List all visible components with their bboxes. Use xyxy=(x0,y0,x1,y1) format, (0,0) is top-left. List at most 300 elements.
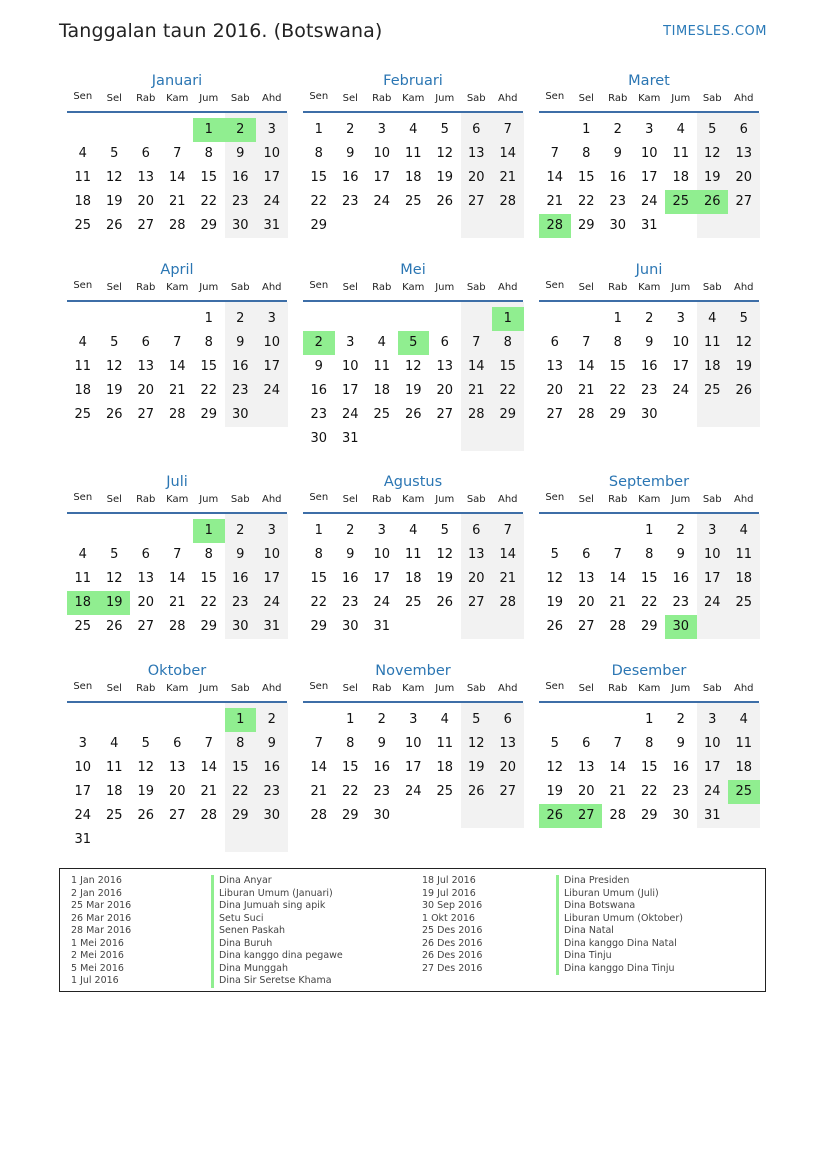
day-cell: 16 xyxy=(640,359,658,374)
holiday-day-cell: 26 xyxy=(539,804,571,828)
day-cell: 21 xyxy=(168,194,186,209)
weekday-label: Rab xyxy=(136,282,156,293)
day-cell: 25 xyxy=(74,218,92,233)
day-cell: 28 xyxy=(467,407,485,422)
legend-date: 26 Des 2016 xyxy=(422,950,483,961)
day-cell: 23 xyxy=(231,595,249,610)
weekday-label: Rab xyxy=(608,93,628,104)
day-cell: 24 xyxy=(263,595,281,610)
day-cell: 19 xyxy=(546,595,564,610)
month-name: Oktober xyxy=(147,663,207,679)
day-cell: 14 xyxy=(467,359,485,374)
day-cell: 30 xyxy=(341,619,359,634)
day-cell: 30 xyxy=(609,218,627,233)
day-cell: 25 xyxy=(404,194,422,209)
day-cell: 6 xyxy=(141,547,150,562)
day-cell: 16 xyxy=(231,170,249,185)
day-cell: 24 xyxy=(373,194,391,209)
legend-holiday-name: Setu Suci xyxy=(211,913,264,926)
day-cell: 18 xyxy=(703,359,721,374)
day-cell: 15 xyxy=(200,170,218,185)
day-cell: 12 xyxy=(735,335,753,350)
weekday-label: Sen xyxy=(309,280,329,291)
legend-date: 1 Mei 2016 xyxy=(71,937,124,949)
day-cell: 9 xyxy=(236,146,245,161)
day-cell: 16 xyxy=(263,760,281,775)
day-cell: 17 xyxy=(703,571,721,586)
legend-date: 2 Jan 2016 xyxy=(71,887,122,899)
day-cell: 22 xyxy=(200,595,218,610)
day-cell: 7 xyxy=(503,523,512,538)
day-cell: 30 xyxy=(231,218,249,233)
month-rule xyxy=(303,701,523,703)
day-cell: 15 xyxy=(341,760,359,775)
month-name: Desember xyxy=(611,663,687,679)
day-cell: 2 xyxy=(377,712,386,727)
day-cell: 29 xyxy=(499,407,517,422)
day-cell: 24 xyxy=(263,194,281,209)
weekday-label: Sen xyxy=(545,91,565,102)
day-cell: 4 xyxy=(739,712,748,727)
day-cell: 20 xyxy=(137,595,155,610)
month-rule xyxy=(67,512,287,514)
weekday-label: Jum xyxy=(435,282,455,293)
day-cell: 29 xyxy=(609,407,627,422)
day-cell: 8 xyxy=(204,335,213,350)
day-cell: 7 xyxy=(613,547,622,562)
day-cell: 12 xyxy=(436,547,454,562)
day-cell: 26 xyxy=(436,595,454,610)
weekday-label: Sab xyxy=(466,683,486,694)
day-cell: 3 xyxy=(377,122,386,137)
month-name: Maret xyxy=(628,73,670,89)
weekday-label: Sab xyxy=(230,282,250,293)
day-cell: 8 xyxy=(503,335,512,350)
day-cell: 5 xyxy=(472,712,481,727)
day-cell: 21 xyxy=(200,784,218,799)
day-cell: 5 xyxy=(110,547,119,562)
day-cell: 9 xyxy=(613,146,622,161)
day-cell: 24 xyxy=(341,407,359,422)
day-cell: 6 xyxy=(472,523,481,538)
legend-holiday-name: Dina Buruh xyxy=(211,938,272,951)
day-cell: 6 xyxy=(550,335,559,350)
legend-date: 30 Sep 2016 xyxy=(422,900,483,911)
day-cell: 8 xyxy=(314,146,323,161)
day-cell: 22 xyxy=(640,595,658,610)
day-cell: 24 xyxy=(373,595,391,610)
day-cell: 11 xyxy=(735,736,753,751)
holiday-day-cell: 1 xyxy=(193,519,225,543)
day-cell: 30 xyxy=(672,808,690,823)
legend-holiday-name: Dina Sir Seretse Khama xyxy=(211,975,332,988)
day-cell: 12 xyxy=(404,359,422,374)
day-cell: 6 xyxy=(503,712,512,727)
day-cell: 12 xyxy=(105,170,123,185)
day-cell: 11 xyxy=(105,760,123,775)
weekday-label: Jum xyxy=(435,494,455,505)
day-cell: 16 xyxy=(310,383,328,398)
month-rule xyxy=(67,111,287,113)
day-cell: 9 xyxy=(267,736,276,751)
legend-holiday-name: Dina Tinju xyxy=(556,950,612,963)
day-cell: 11 xyxy=(436,736,454,751)
day-cell: 20 xyxy=(436,383,454,398)
day-cell: 11 xyxy=(672,146,690,161)
weekday-label: Ahd xyxy=(261,282,282,293)
day-cell: 16 xyxy=(341,170,359,185)
day-cell: 5 xyxy=(550,547,559,562)
legend-date: 26 Mar 2016 xyxy=(71,912,132,924)
day-cell: 25 xyxy=(74,407,92,422)
day-cell: 10 xyxy=(703,547,721,562)
day-cell: 11 xyxy=(735,547,753,562)
day-cell: 14 xyxy=(499,547,517,562)
day-cell: 19 xyxy=(735,359,753,374)
day-cell: 23 xyxy=(263,784,281,799)
day-cell: 18 xyxy=(735,760,753,775)
day-cell: 1 xyxy=(645,712,654,727)
day-cell: 9 xyxy=(645,335,654,350)
day-cell: 12 xyxy=(467,736,485,751)
day-cell: 1 xyxy=(346,712,355,727)
day-cell: 4 xyxy=(708,311,717,326)
weekday-label: Kam xyxy=(166,282,189,293)
holiday-day-cell: 2 xyxy=(225,118,257,142)
weekday-label: Jum xyxy=(199,93,219,104)
day-cell: 27 xyxy=(137,218,155,233)
day-cell: 13 xyxy=(499,736,517,751)
day-cell: 17 xyxy=(703,760,721,775)
day-cell: 17 xyxy=(672,359,690,374)
day-cell: 1 xyxy=(204,311,213,326)
day-cell: 16 xyxy=(672,760,690,775)
day-cell: 4 xyxy=(409,122,418,137)
weekday-label: Rab xyxy=(372,282,392,293)
day-cell: 27 xyxy=(137,619,155,634)
day-cell: 17 xyxy=(640,170,658,185)
month-rule xyxy=(67,300,287,302)
day-cell: 10 xyxy=(341,359,359,374)
day-cell: 4 xyxy=(78,547,87,562)
weekday-label: Ahd xyxy=(733,683,754,694)
day-cell: 28 xyxy=(499,194,517,209)
day-cell: 21 xyxy=(499,571,517,586)
month-rule xyxy=(539,701,759,703)
day-cell: 5 xyxy=(110,146,119,161)
day-cell: 21 xyxy=(609,595,627,610)
day-cell: 9 xyxy=(236,547,245,562)
month-rule xyxy=(67,701,287,703)
month-name: Agustus xyxy=(383,474,443,490)
legend-holiday-name: Liburan Umum (Juli) xyxy=(556,888,659,901)
weekday-label: Jum xyxy=(671,93,691,104)
day-cell: 30 xyxy=(373,808,391,823)
day-cell: 16 xyxy=(672,571,690,586)
day-cell: 18 xyxy=(436,760,454,775)
holiday-day-cell: 1 xyxy=(225,708,257,732)
day-cell: 16 xyxy=(231,571,249,586)
weekday-label: Sen xyxy=(73,280,93,291)
weekday-label: Ahd xyxy=(497,282,518,293)
day-cell: 8 xyxy=(314,547,323,562)
day-cell: 10 xyxy=(373,146,391,161)
day-cell: 25 xyxy=(105,808,123,823)
day-cell: 11 xyxy=(703,335,721,350)
weekday-label: Rab xyxy=(136,683,156,694)
legend-holiday-name: Dina Anyar xyxy=(211,875,272,888)
day-cell: 28 xyxy=(168,218,186,233)
day-cell: 29 xyxy=(200,619,218,634)
weekday-label: Jum xyxy=(199,683,219,694)
day-cell: 12 xyxy=(137,760,155,775)
weekday-label: Sen xyxy=(309,681,329,692)
day-cell: 4 xyxy=(676,122,685,137)
day-cell: 28 xyxy=(499,595,517,610)
legend-date: 1 Jul 2016 xyxy=(71,975,119,986)
day-cell: 7 xyxy=(472,335,481,350)
day-cell: 26 xyxy=(105,218,123,233)
weekday-label: Kam xyxy=(402,282,425,293)
day-cell: 12 xyxy=(703,146,721,161)
day-cell: 30 xyxy=(231,619,249,634)
day-cell: 16 xyxy=(341,571,359,586)
legend-holiday-name: Liburan Umum (Januari) xyxy=(211,888,333,901)
legend-date: 1 Jan 2016 xyxy=(71,875,122,886)
day-cell: 9 xyxy=(346,146,355,161)
weekday-label: Kam xyxy=(166,494,189,505)
day-cell: 23 xyxy=(672,784,690,799)
legend-date: 18 Jul 2016 xyxy=(422,875,476,886)
day-cell: 15 xyxy=(640,571,658,586)
weekday-label: Jum xyxy=(199,282,219,293)
weekday-label: Sab xyxy=(230,494,250,505)
day-cell: 12 xyxy=(546,571,564,586)
day-cell: 22 xyxy=(640,784,658,799)
day-cell: 6 xyxy=(582,547,591,562)
day-cell: 9 xyxy=(314,359,323,374)
day-cell: 20 xyxy=(577,784,595,799)
day-cell: 8 xyxy=(204,547,213,562)
weekday-label: Sen xyxy=(545,681,565,692)
day-cell: 18 xyxy=(74,383,92,398)
day-cell: 1 xyxy=(582,122,591,137)
legend-date: 19 Jul 2016 xyxy=(422,887,476,899)
day-cell: 29 xyxy=(577,218,595,233)
day-cell: 4 xyxy=(409,523,418,538)
day-cell: 7 xyxy=(204,736,213,751)
day-cell: 31 xyxy=(74,832,92,847)
weekday-label: Sel xyxy=(342,282,358,293)
holiday-day-cell: 25 xyxy=(728,780,760,804)
weekday-label: Sab xyxy=(702,683,722,694)
weekday-label: Kam xyxy=(166,93,189,104)
day-cell: 4 xyxy=(739,523,748,538)
day-cell: 25 xyxy=(74,619,92,634)
day-cell: 23 xyxy=(310,407,328,422)
day-cell: 3 xyxy=(267,311,276,326)
day-cell: 3 xyxy=(377,523,386,538)
day-cell: 2 xyxy=(346,122,355,137)
day-cell: 2 xyxy=(613,122,622,137)
day-cell: 11 xyxy=(373,359,391,374)
day-cell: 18 xyxy=(404,170,422,185)
day-cell: 13 xyxy=(436,359,454,374)
legend-holiday-name: Senen Paskah xyxy=(211,925,285,938)
day-cell: 20 xyxy=(577,595,595,610)
day-cell: 26 xyxy=(105,407,123,422)
day-cell: 17 xyxy=(263,170,281,185)
day-cell: 31 xyxy=(373,619,391,634)
day-cell: 20 xyxy=(137,194,155,209)
holiday-day-cell: 18 xyxy=(67,591,99,615)
day-cell: 7 xyxy=(173,335,182,350)
day-cell: 1 xyxy=(613,311,622,326)
weekday-label: Sen xyxy=(73,91,93,102)
day-cell: 24 xyxy=(404,784,422,799)
weekday-label: Ahd xyxy=(261,494,282,505)
weekday-label: Rab xyxy=(372,683,392,694)
day-cell: 10 xyxy=(672,335,690,350)
day-cell: 27 xyxy=(467,194,485,209)
day-cell: 22 xyxy=(231,784,249,799)
day-cell: 13 xyxy=(467,146,485,161)
day-cell: 15 xyxy=(577,170,595,185)
day-cell: 5 xyxy=(141,736,150,751)
weekday-label: Sab xyxy=(702,93,722,104)
day-cell: 22 xyxy=(577,194,595,209)
weekday-label: Sel xyxy=(342,93,358,104)
day-cell: 13 xyxy=(137,571,155,586)
weekday-label: Sab xyxy=(702,282,722,293)
day-cell: 30 xyxy=(231,407,249,422)
holiday-day-cell: 2 xyxy=(303,331,335,355)
month-name: Januari xyxy=(151,73,203,89)
legend-holiday-name: Dina kanggo Dina Natal xyxy=(556,938,677,951)
day-cell: 24 xyxy=(703,784,721,799)
day-cell: 28 xyxy=(577,407,595,422)
brand-link[interactable]: TIMESLES.COM xyxy=(663,24,767,39)
legend-date: 26 Des 2016 xyxy=(422,937,483,949)
day-cell: 26 xyxy=(436,194,454,209)
day-cell: 27 xyxy=(735,194,753,209)
weekday-label: Sel xyxy=(578,93,594,104)
day-cell: 28 xyxy=(609,619,627,634)
day-cell: 27 xyxy=(467,595,485,610)
day-cell: 13 xyxy=(546,359,564,374)
holiday-day-cell: 1 xyxy=(193,118,225,142)
holiday-day-cell: 27 xyxy=(571,804,603,828)
day-cell: 8 xyxy=(204,146,213,161)
day-cell: 18 xyxy=(404,571,422,586)
day-cell: 7 xyxy=(503,122,512,137)
month-name: Juni xyxy=(635,262,663,278)
day-cell: 7 xyxy=(613,736,622,751)
day-cell: 25 xyxy=(373,407,391,422)
day-cell: 19 xyxy=(105,383,123,398)
legend-holiday-name: Dina Botswana xyxy=(556,900,635,913)
legend-date: 25 Des 2016 xyxy=(422,925,483,936)
day-cell: 10 xyxy=(640,146,658,161)
day-cell: 5 xyxy=(440,523,449,538)
day-cell: 14 xyxy=(546,170,564,185)
weekday-label: Sen xyxy=(309,492,329,503)
day-cell: 22 xyxy=(310,194,328,209)
day-cell: 14 xyxy=(499,146,517,161)
day-cell: 4 xyxy=(110,736,119,751)
day-cell: 2 xyxy=(346,523,355,538)
holiday-legend xyxy=(59,868,766,992)
day-cell: 19 xyxy=(703,170,721,185)
day-cell: 26 xyxy=(735,383,753,398)
day-cell: 13 xyxy=(577,571,595,586)
day-cell: 3 xyxy=(409,712,418,727)
weekday-label: Kam xyxy=(638,683,661,694)
day-cell: 26 xyxy=(105,619,123,634)
day-cell: 6 xyxy=(472,122,481,137)
day-cell: 21 xyxy=(499,170,517,185)
day-cell: 3 xyxy=(708,523,717,538)
weekday-label: Jum xyxy=(199,494,219,505)
day-cell: 13 xyxy=(577,760,595,775)
day-cell: 20 xyxy=(735,170,753,185)
legend-holiday-name: Dina Munggah xyxy=(211,963,288,976)
month-name: November xyxy=(375,663,451,679)
day-cell: 15 xyxy=(609,359,627,374)
day-cell: 10 xyxy=(703,736,721,751)
day-cell: 11 xyxy=(404,547,422,562)
weekday-label: Sab xyxy=(466,494,486,505)
day-cell: 14 xyxy=(168,170,186,185)
day-cell: 25 xyxy=(436,784,454,799)
day-cell: 28 xyxy=(310,808,328,823)
month-name: April xyxy=(160,262,194,278)
weekday-label: Sab xyxy=(466,93,486,104)
day-cell: 4 xyxy=(377,335,386,350)
day-cell: 5 xyxy=(110,335,119,350)
day-cell: 12 xyxy=(436,146,454,161)
day-cell: 9 xyxy=(676,547,685,562)
day-cell: 19 xyxy=(436,571,454,586)
legend-holiday-name: Dina kanggo dina pegawe xyxy=(211,950,343,963)
holiday-day-cell: 28 xyxy=(539,214,571,238)
month-name: Februari xyxy=(383,73,443,89)
day-cell: 19 xyxy=(436,170,454,185)
day-cell: 29 xyxy=(640,808,658,823)
day-cell: 13 xyxy=(735,146,753,161)
day-cell: 5 xyxy=(440,122,449,137)
weekday-label: Sab xyxy=(230,683,250,694)
day-cell: 8 xyxy=(346,736,355,751)
day-cell: 5 xyxy=(550,736,559,751)
day-cell: 7 xyxy=(173,146,182,161)
legend-holiday-name: Dina Jumuah sing apik xyxy=(211,900,325,913)
day-cell: 9 xyxy=(676,736,685,751)
day-cell: 27 xyxy=(137,407,155,422)
weekday-label: Ahd xyxy=(733,93,754,104)
day-cell: 9 xyxy=(377,736,386,751)
weekday-label: Sen xyxy=(545,492,565,503)
weekday-label: Kam xyxy=(402,494,425,505)
day-cell: 16 xyxy=(231,359,249,374)
day-cell: 29 xyxy=(231,808,249,823)
day-cell: 8 xyxy=(613,335,622,350)
day-cell: 3 xyxy=(78,736,87,751)
weekday-label: Ahd xyxy=(733,494,754,505)
day-cell: 18 xyxy=(373,383,391,398)
day-cell: 21 xyxy=(577,383,595,398)
day-cell: 20 xyxy=(546,383,564,398)
